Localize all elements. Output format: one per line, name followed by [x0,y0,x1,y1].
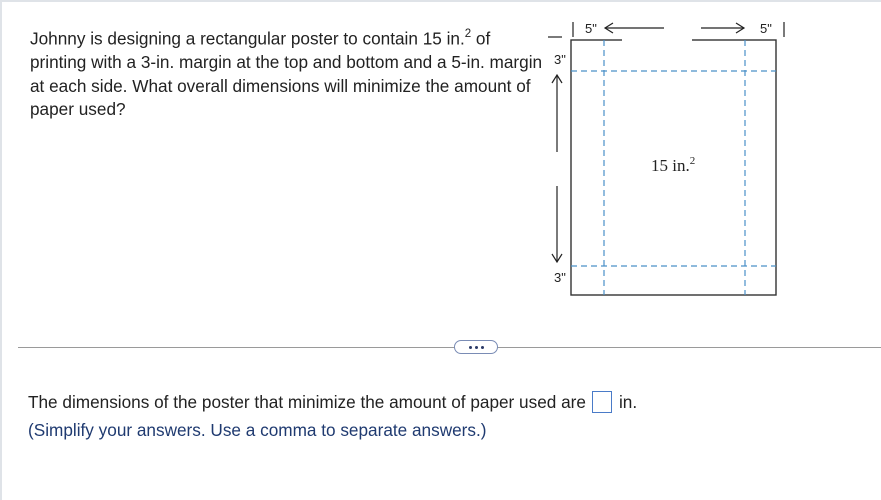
answer-unit: in. [618,391,638,412]
ellipsis-dot [475,346,478,349]
width-dimension [573,22,784,37]
left-margin-label: 5" [585,21,597,36]
area-label: 15 in.$^2$ [651,155,696,175]
answer-prefix: The dimensions of the poster that minimize the amount of paper used are [28,391,586,412]
question-text-part1: Johnny is designing a rectangular poster to contain 15 in. [30,28,465,49]
answer-input[interactable] [592,391,612,413]
answer-line [28,391,637,413]
ellipsis-icon [469,346,472,349]
right-margin-label: 5" [760,21,772,36]
question-text-part2: of printing with a 3-in. margin at the top and bottom and a 5-in. margin at each side. What overall dimensions will minimize the amount of paper used? [30,28,543,120]
question-superscript: 2 [464,28,472,40]
section-divider [18,347,881,348]
expand-more-button[interactable] [454,340,498,354]
poster-diagram [536,14,786,304]
bottom-margin-label: 3" [554,270,566,285]
top-margin-label: 3" [554,52,566,67]
answer-hint: (Simplify your answers. Use a comma to separate answers.) [28,420,487,440]
ellipsis-dot [481,346,484,349]
height-dimension [548,37,562,262]
question-text [30,24,550,122]
